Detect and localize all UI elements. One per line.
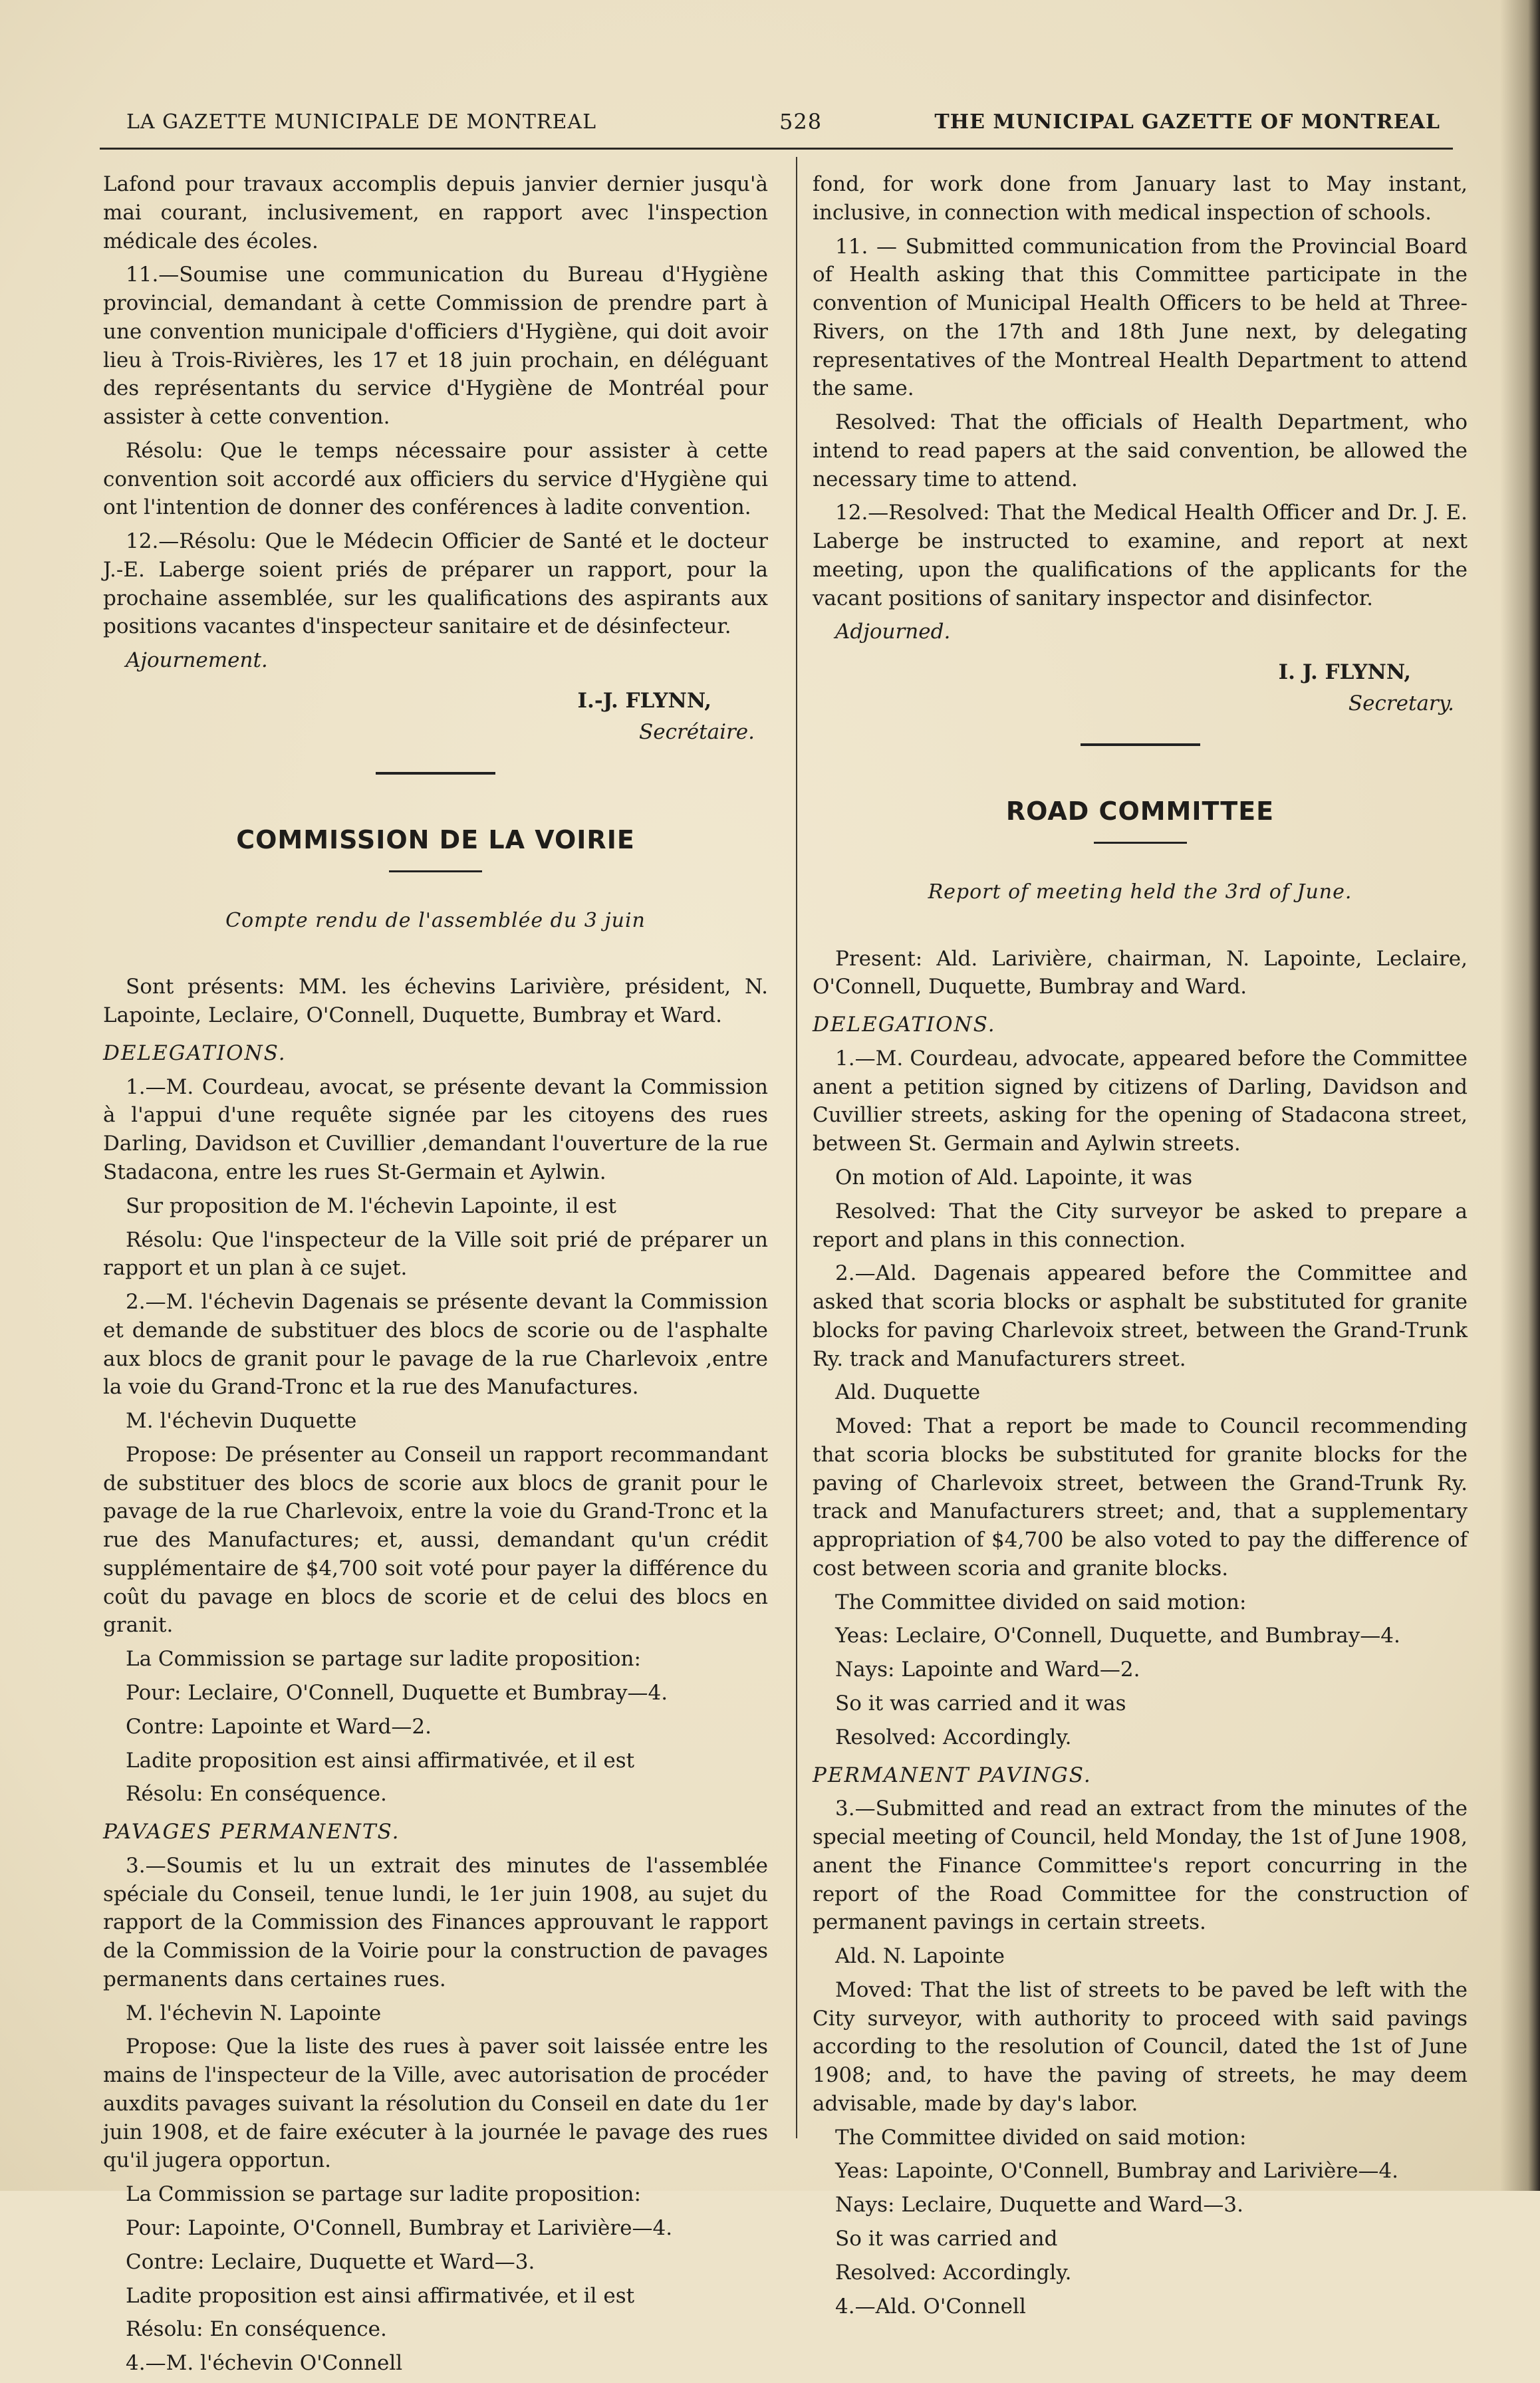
paragraph: Propose: Que la liste des rues à paver soit laissée entre les mains de l'inspecteur de la Ville, avec autorisation de procéder auxdits pavages suivant la résolution du Conseil en date du 1er juin 1908, et de faire exécuter à la journée le pavage des rues qu'il jugera opportun. — [103, 2035, 768, 2173]
paragraph: So it was carried and — [835, 2227, 1058, 2251]
paragraph: Resolved: That the City surveyor be asked to prepare a report and plans in this connection. — [813, 1199, 1468, 1252]
section-subtitle: Compte rendu de l'assemblée du 3 juin — [225, 908, 646, 932]
section-divider — [376, 772, 495, 775]
paragraph: 12.—Résolu: Que le Médecin Officier de Santé et le docteur J.-E. Laberge soient priés de préparer un rapport, pour la prochaine assemblée, sur les qualifications des aspirants aux positions vacantes d'inspecteur sanitaire et de désinfecteur. — [103, 529, 768, 639]
signature-title: Secrétaire. — [639, 719, 755, 744]
paragraph: fond, for work done from January last to May instant, inclusive, in connection with medical inspection of schools. — [813, 172, 1468, 225]
paragraph: Ladite proposition est ainsi affirmativée, et il est — [126, 2283, 635, 2308]
paragraph: Contre: Leclaire, Duquette et Ward—3. — [126, 2249, 535, 2274]
paragraph: 12.—Resolved: That the Medical Health Officer and Dr. J. E. Laberge be instructed to examine, and report at next meeting, upon the qualifications of the applicants for the vacant positions of sanitary inspector and disinfector. — [813, 501, 1468, 610]
paragraph: Pour: Leclaire, O'Connell, Duquette et Bumbray—4. — [126, 1680, 668, 1705]
section-subtitle: Report of meeting held the 3rd of June. — [928, 880, 1352, 904]
paragraph: Resolved: Accordingly. — [835, 1725, 1072, 1749]
paragraph: Yeas: Leclaire, O'Connell, Duquette, and Bumbray—4. — [835, 1624, 1400, 1648]
paragraph: M. l'échevin Duquette — [126, 1409, 357, 1434]
attendance: Present: Ald. Larivière, chairman, N. Lapointe, Leclaire, O'Connell, Duquette, Bumbray and Ward. — [813, 946, 1468, 999]
paragraph: 3.—Submitted and read an extract from the minutes of the special meeting of Council, held Monday, the 1st of June 1908, anent the Finance Committee's report concurring in the report of the Road Committee for the construction of permanent pavings in certain streets. — [813, 1797, 1468, 1935]
paragraph: Résolu: En conséquence. — [126, 1782, 387, 1807]
paragraph: Moved: That a report be made to Council recommending that scoria blocks be substituted for granite blocks for the paving of Charlevoix street, between the Grand-Trunk Ry. track and Manufacturers street; and, that a supplementary appropriation of $4,700 be also voted to pay the difference of cost between scoria and granite blocks. — [813, 1414, 1468, 1580]
paragraph: Ladite proposition est ainsi affirmativée, et il est — [126, 1748, 635, 1773]
page-edge-shadow — [1500, 0, 1540, 2191]
column-divider — [796, 157, 797, 2138]
adjournment: Ajournement. — [126, 648, 268, 673]
section-title: ROAD COMMITTEE — [1005, 796, 1275, 826]
paragraph: Nays: Lapointe and Ward—2. — [835, 1658, 1140, 1682]
paragraph: 4.—M. l'échevin O'Connell — [126, 2351, 403, 2376]
paragraph: Ald. Duquette — [835, 1380, 981, 1405]
paragraph: M. l'échevin N. Lapointe — [126, 2001, 382, 2025]
paragraph: Résolu: En conséquence. — [126, 2317, 387, 2342]
paragraph: Lafond pour travaux accomplis depuis janvier dernier jusqu'à mai courant, inclusivement, en rapport avec l'inspection médicale des écoles. — [103, 172, 768, 253]
page-number: 528 — [779, 109, 823, 134]
adjournment: Adjourned. — [835, 620, 951, 644]
header-right-title: THE MUNICIPAL GAZETTE OF MONTREAL — [934, 110, 1440, 134]
paragraph: On motion of Ald. Lapointe, it was — [835, 1165, 1193, 1190]
paragraph: Yeas: Lapointe, O'Connell, Bumbray and Larivière—4. — [835, 2159, 1399, 2184]
paragraph: Resolved: Accordingly. — [835, 2260, 1072, 2285]
paragraph: La Commission se partage sur ladite proposition: — [126, 2182, 641, 2207]
title-rule — [389, 870, 482, 872]
paragraph: Résolu: Que le temps nécessaire pour assister à cette convention soit accordé aux officiers du service d'Hygiène qui ont l'intention de donner des conférences à ladite convention. — [103, 438, 768, 520]
header-left-title: LA GAZETTE MUNICIPALE DE MONTREAL — [126, 110, 597, 134]
paragraph: Contre: Lapointe et Ward—2. — [126, 1714, 432, 1739]
paragraph: Ald. N. Lapointe — [835, 1944, 1005, 1969]
paragraph: 1.—M. Courdeau, advocate, appeared before the Committee anent a petition signed by citizens of Darling, Davidson and Cuvillier streets, asking for the opening of Stadacona street, between St. Germain and Aylwin streets. — [813, 1046, 1468, 1156]
paragraph: Moved: That the list of streets to be paved be left with the City surveyor, with authority to proceed with said pavings according to the resolution of Council, dated the 1st of June 1908; and, to have the paving of streets, he may deem advisable, made by day's labor. — [813, 1977, 1468, 2116]
paragraph: 2.—M. l'échevin Dagenais se présente devant la Commission et demande de substituer des blocs de scorie ou de l'asphalte aux blocs de granit pour le pavage de la rue Charlevoix ,entre la voie du Grand-Tronc et la rue des Manufactures. — [103, 1290, 768, 1400]
paragraph: 4.—Ald. O'Connell — [835, 2294, 1026, 2319]
paragraph: Sur proposition de M. l'échevin Lapointe, il est — [126, 1193, 616, 1218]
paragraph: 3.—Soumis et lu un extrait des minutes de l'assemblée spéciale du Conseil, tenue lundi, le 1er juin 1908, au sujet du rapport de la Commission des Finances approuvant le rapport de la Commission de la Voirie pour la construction de pavages permanents dans certaines rues. — [103, 1853, 768, 1991]
section-divider — [1081, 743, 1200, 746]
paragraph: So it was carried and it was — [835, 1691, 1126, 1715]
french-column — [103, 170, 768, 2383]
delegations-heading: DELEGATIONS. — [813, 1013, 996, 1037]
pavings-heading: PAVAGES PERMANENTS. — [103, 1820, 400, 1844]
paragraph: The Committee divided on said motion: — [835, 2125, 1247, 2150]
paragraph: Resolved: That the officials of Health Department, who intend to read papers at the said convention, be allowed the necessary time to attend. — [813, 410, 1468, 491]
paragraph: Propose: De présenter au Conseil un rapport recommandant de substituer des blocs de scorie aux blocs de granit pour le pavage de la rue Charlevoix, entre la voie du Grand-Tronc et la rue des Manufactures; et, aussi, demandant qu'un crédit supplémentaire de $4,700 soit voté pour payer la différence du coût du pavage en blocs de scorie et de celui des blocs en granit. — [103, 1442, 768, 1638]
paragraph: Résolu: Que l'inspecteur de la Ville soit prié de préparer un rapport et un plan à ce sujet. — [103, 1227, 768, 1281]
paragraph: The Committee divided on said motion: — [835, 1590, 1247, 1614]
section-title: COMMISSION DE LA VOIRIE — [236, 824, 635, 854]
running-head — [126, 106, 1454, 138]
signature-title: Secretary. — [1348, 691, 1454, 716]
paragraph: 2.—Ald. Dagenais appeared before the Committee and asked that scoria blocks or asphalt be substituted for granite blocks for paving Charlevoix street, between the Grand-Trunk Ry. track and Manufacturers street. — [813, 1261, 1468, 1371]
title-rule — [1094, 842, 1187, 844]
paragraph: La Commission se partage sur ladite proposition: — [126, 1647, 641, 1672]
pavings-heading: PERMANENT PAVINGS. — [813, 1763, 1092, 1787]
paragraph: 1.—M. Courdeau, avocat, se présente devant la Commission à l'appui d'une requête signée par les citoyens des rues Darling, Davidson et Cuvillier ,demandant l'ouverture de la rue Stadacona, entre les rues St-Germain et Aylwin. — [103, 1074, 768, 1184]
english-column — [813, 170, 1468, 2326]
attendance: Sont présents: MM. les échevins Larivière, président, N. Lapointe, Leclaire, O'Connell, Duquette, Bumbray et Ward. — [103, 975, 768, 1028]
paragraph: Pour: Lapointe, O'Connell, Bumbray et Larivière—4. — [126, 2216, 673, 2240]
delegations-heading: DELEGATIONS. — [103, 1041, 287, 1065]
paragraph: 11.—Soumise une communication du Bureau d'Hygiène provincial, demandant à cette Commission de prendre part à une convention municipale d'officiers d'Hygiène, qui doit avoir lieu à Trois-Rivières, les 17 et 18 juin prochain, en déléguant des représentants du service d'Hygiène de Montréal pour assister à cette convention. — [103, 263, 768, 430]
signature-name: I.-J. FLYNN, — [577, 689, 711, 713]
signature-name: I. J. FLYNN, — [1278, 660, 1411, 685]
paragraph: Nays: Leclaire, Duquette and Ward—3. — [835, 2193, 1243, 2217]
paragraph: 11. — Submitted communication from the Provincial Board of Health asking that this Committee participate in the convention of Municipal Health Officers to be held at Three-Rivers, on the 17th and 18th June next, by delegating representatives of the Montreal Health Department to attend the same. — [813, 234, 1468, 401]
header-rule — [100, 148, 1453, 150]
